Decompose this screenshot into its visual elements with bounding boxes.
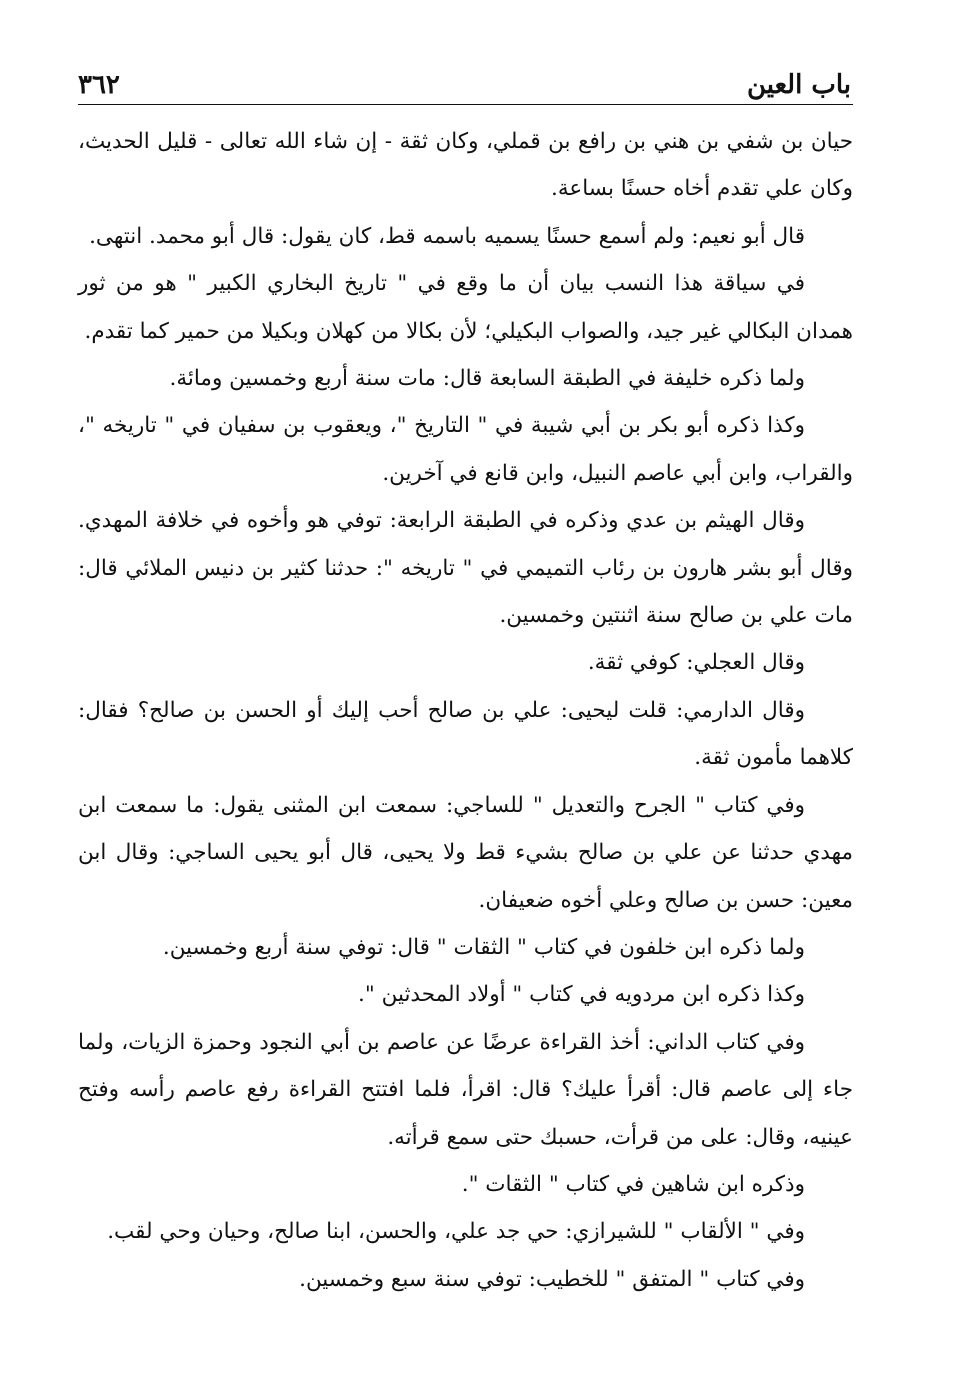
paragraph: في سياقة هذا النسب بيان أن ما وقع في " تاريخ البخاري الكبير " هو من ثور همدان البكالي غير جيد، والصواب البكيلي؛ لأن بكالا من كهلان وبكيلا من حمير كما تقدم.: [78, 271, 853, 344]
paragraph: وقال الهيثم بن عدي وذكره في الطبقة الرابعة: توفي هو وأخوه في خلافة المهدي. وقال أبو بشر هارون بن رئاب التميمي في " تاريخه ": حدثنا كثير بن دنيس الملائي قال: مات علي بن صالح سنة اثنتين وخمسين.: [78, 508, 853, 629]
paragraph: وذكره ابن شاهين في كتاب " الثقات ".: [461, 1171, 805, 1197]
paragraph: وقال العجلي: كوفي ثقة.: [587, 650, 805, 676]
section-title: باب العين: [746, 70, 851, 100]
paragraph: وكذا ذكره ابن مردويه في كتاب " أولاد المحدثين ".: [358, 982, 805, 1008]
paragraph: وفي " الألقاب " للشيرازي: حي جد علي، والحسن، ابنا صالح، وحيان وحي لقب.: [107, 1219, 805, 1245]
paragraph: وفي كتاب الداني: أخذ القراءة عرضًا عن عاصم بن أبي النجود وحمزة الزيات، ولما جاء إلى عاصم قال: أقرأ عليك؟ قال: اقرأ، فلما افتتح القراءة رفع عاصم رأسه وفتح عينيه، وقال: على من قرأت، حسبك حتى سمع قرأته.: [78, 1029, 853, 1150]
paragraph: وكذا ذكره أبو بكر بن أبي شيبة في " التاريخ "، ويعقوب بن سفيان في " تاريخه "، والقراب، وابن أبي عاصم النبيل، وابن قانع في آخرين.: [78, 413, 853, 486]
page-number: ٣٦٢: [78, 70, 120, 100]
page-body: [78, 118, 853, 1303]
page-header: [78, 64, 853, 105]
paragraph: ولما ذكره ابن خلفون في كتاب " الثقات " قال: توفي سنة أربع وخمسين.: [162, 934, 805, 960]
paragraph: وفي كتاب " الجرح والتعديل " للساجي: سمعت ابن المثنى يقول: ما سمعت ابن مهدي حدثنا عن علي بن صالح بشيء قط ولا يحيى، قال أبو يحيى الساجي: وقال ابن معين: حسن بن صالح وعلي أخوه ضعيفان.: [78, 792, 853, 913]
paragraph: وقال الدارمي: قلت ليحيى: علي بن صالح أحب إليك أو الحسن بن صالح؟ فقال: كلاهما مأمون ثقة.: [78, 697, 853, 771]
paragraph: وفي كتاب " المتفق " للخطيب: توفي سنة سبع وخمسين.: [299, 1266, 805, 1292]
paragraph: حيان بن شفي بن هني بن رافع بن قملي، وكان ثقة - إن شاء الله تعالى - قليل الحديث، وكان علي تقدم أخاه حسنًا بساعة.: [78, 129, 853, 202]
paragraph: ولما ذكره خليفة في الطبقة السابعة قال: مات سنة أربع وخمسين ومائة.: [169, 366, 805, 392]
paragraph: قال أبو نعيم: ولم أسمع حسنًا يسميه باسمه قط، كان يقول: قال أبو محمد. انتهى.: [89, 223, 805, 249]
